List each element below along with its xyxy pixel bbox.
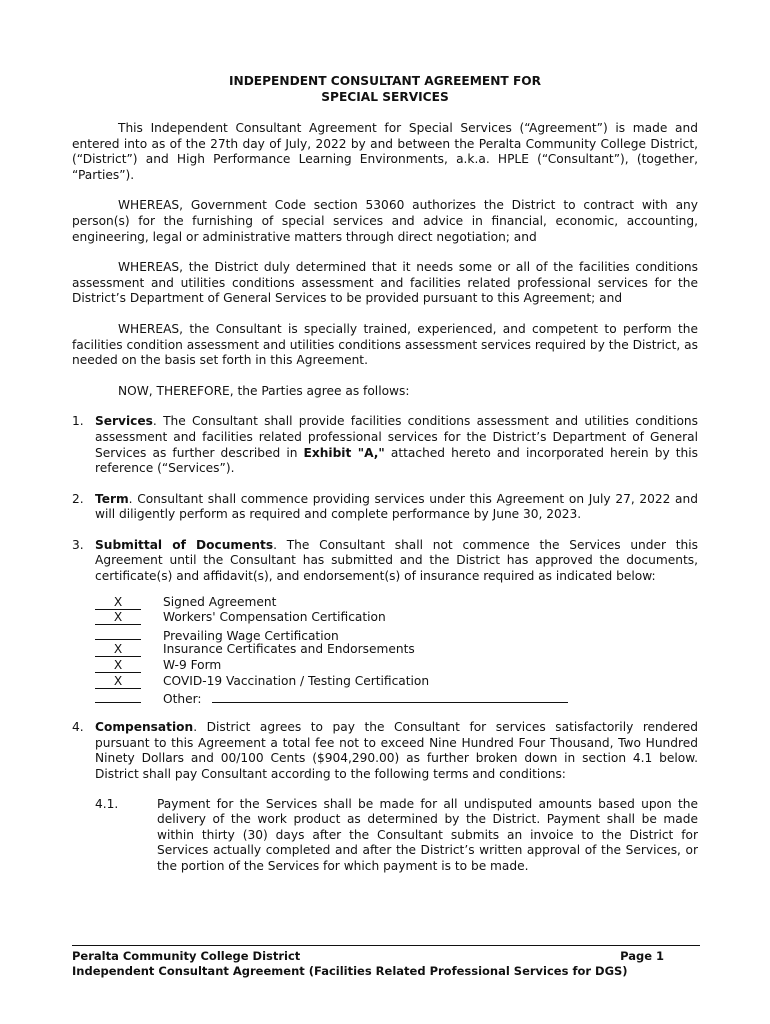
checklist-item (95, 610, 698, 626)
subsection-text: Payment for the Services shall be made for all undisputed amounts based upon the delivery of the work product as determined by the District. Payment shall be made within thirty (30) days after the Consultant submits an invoice to the District for Services actually completed and after the District’s written approval of the Services, or the portion of the Services for which payment is to be made. (157, 796, 698, 873)
section-text: . The Consultant shall not commence the Services under this Agreement until the Consultant has submitted and the District has approved the documents, certificate(s) and affidavit(s), and endorsement(s) of insurance required as indicated below: (95, 537, 698, 584)
checklist-label: Prevailing Wage Certification (163, 629, 339, 644)
checklist-label: Other: (163, 692, 202, 707)
checkbox-mark[interactable]: X (95, 596, 141, 610)
exhibit-reference: Exhibit "A," (303, 445, 385, 460)
footer-org: Peralta Community College District (72, 949, 301, 963)
section-submittal (72, 538, 698, 585)
section-number: 1. (72, 414, 84, 429)
checklist-label: Signed Agreement (163, 594, 277, 609)
section-heading: Compensation (95, 720, 194, 735)
section-text: attached hereto and incorporated herein by this reference (“Services”). (95, 445, 698, 476)
checkbox-mark[interactable]: X (95, 675, 141, 689)
document-page (72, 74, 698, 875)
subsection-number: 4.1. (95, 796, 119, 811)
footer-document-name: Independent Consultant Agreement (Facilities Related Professional Services for DGS) (72, 964, 628, 978)
checkbox-mark[interactable]: X (95, 611, 141, 625)
intro-paragraph: This Independent Consultant Agreement for Special Services (“Agreement”) is made and entered into as of the 27th day of July, 2022 by and between the Peralta Community College District, (“District”) and High Performance Learning Environments, a.k.a. HPLE (“Consultant”), (together, “Parties”). (72, 121, 698, 182)
checklist-label: Workers' Compensation Certification (163, 610, 386, 625)
subsection-payment (95, 797, 698, 875)
checklist-item (95, 595, 698, 611)
document-title (72, 74, 698, 105)
checkbox-mark[interactable] (95, 689, 141, 703)
checkbox-mark[interactable] (95, 626, 141, 640)
title-line-1: INDEPENDENT CONSULTANT AGREEMENT FOR (228, 74, 542, 88)
page-number: Page 1 (620, 949, 664, 963)
title-line-2: SPECIAL SERVICES (321, 89, 449, 104)
now-therefore-paragraph: NOW, THEREFORE, the Parties agree as follows: (118, 383, 410, 398)
section-text: . District agrees to pay the Consultant for services satisfactorily rendered pursuant to this Agreement a total fee not to exceed Nine Hundred Four Thousand, Two Hundred Ninety Dollars and 00/100 Cents ($904,290.00) as further broken down in section 4.1 below. District shall pay Consultant according to the following terms and conditions: (95, 720, 698, 782)
section-heading: Term (95, 491, 129, 506)
checklist-item (95, 642, 698, 658)
section-heading: Submittal of Documents (95, 537, 274, 552)
checklist-item (95, 658, 698, 674)
checklist-label: Insurance Certificates and Endorsements (163, 642, 415, 657)
section-term (72, 492, 698, 523)
whereas-paragraph-1: WHEREAS, Government Code section 53060 authorizes the District to contract with any person(s) for the furnishing of special services and advice in financial, economic, accounting, engineering, legal or administrative matters through direct negotiation; and (72, 198, 698, 244)
checkbox-mark[interactable]: X (95, 659, 141, 673)
document-checklist (95, 595, 698, 706)
checklist-label: COVID-19 Vaccination / Testing Certification (163, 673, 430, 688)
checklist-item-other (95, 689, 698, 705)
checklist-item (95, 674, 698, 690)
section-text: . Consultant shall commence providing services under this Agreement on July 27, 2022 and will diligently perform as required and complete performance by June 30, 2023. (95, 491, 698, 522)
page-footer (72, 945, 700, 979)
other-input-line[interactable] (212, 690, 568, 703)
checklist-item (95, 626, 698, 642)
checkbox-mark[interactable]: X (95, 643, 141, 657)
section-number: 4. (72, 720, 84, 735)
section-number: 2. (72, 491, 84, 506)
section-services (72, 414, 698, 476)
section-heading: Services (95, 414, 153, 429)
whereas-paragraph-3: WHEREAS, the Consultant is specially trained, experienced, and competent to perform the facilities condition assessment and utilities conditions assessment services required by the District, as needed on the basis set forth in this Agreement. (72, 321, 698, 368)
whereas-paragraph-2: WHEREAS, the District duly determined that it needs some or all of the facilities conditions assessment and utilities conditions assessment and facilities related professional services for the District’s Department of General Services to be provided pursuant to this Agreement; and (72, 260, 698, 306)
checklist-label: W-9 Form (163, 657, 222, 672)
section-number: 3. (72, 537, 84, 552)
section-compensation (72, 720, 698, 782)
section-text: . The Consultant shall provide facilities conditions assessment and utilities conditions assessment and facilities related professional services for the District’s Department of General Services as further described in (95, 414, 698, 460)
